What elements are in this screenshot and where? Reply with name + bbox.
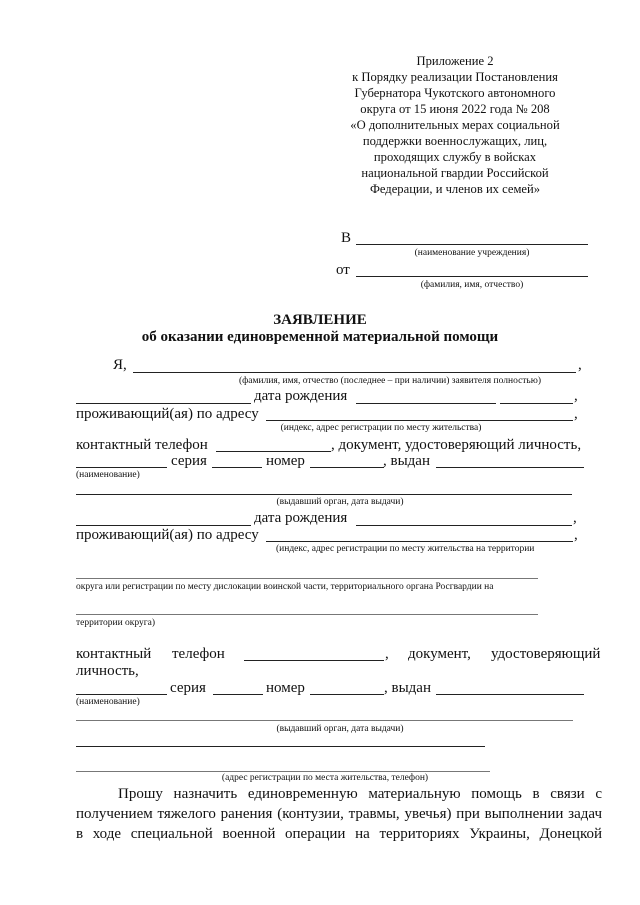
address2-field-cont2[interactable]	[76, 614, 538, 615]
comma: ,	[574, 406, 578, 422]
issuer-hint: (выдавший орган, дата выдачи)	[276, 497, 404, 507]
vydan2-field[interactable]	[436, 694, 584, 695]
vydan-field[interactable]	[436, 467, 584, 468]
appendix-line: «О дополнительных мерах социальной	[350, 118, 560, 132]
issuer2-field[interactable]	[76, 720, 573, 721]
doc2-name-field[interactable]	[76, 694, 167, 695]
comma: ,	[574, 527, 578, 543]
issuer-field[interactable]	[76, 494, 572, 495]
appendix-line: Губернатора Чукотского автономного	[354, 86, 556, 100]
title: ЗАЯВЛЕНИЕ	[273, 312, 367, 328]
recipient2-field[interactable]	[76, 525, 251, 526]
address3-field[interactable]	[76, 746, 485, 747]
dob-label: дата рождения	[254, 510, 348, 526]
document2-word: документ,	[408, 646, 471, 662]
request-line: в ходе специальной военной операции на территориях Украины, Донецкой	[76, 826, 602, 842]
from-label: от	[336, 262, 350, 278]
document2-word-2: удостоверяющий	[491, 646, 601, 662]
nomer2-field[interactable]	[310, 694, 384, 695]
applicant-name-hint: (фамилия, имя, отчество)	[420, 280, 524, 290]
address-hint: (индекс, адрес регистрации по месту жительства)	[280, 423, 482, 433]
phone-field[interactable]	[216, 451, 331, 452]
address-field[interactable]	[266, 420, 573, 421]
nomer-field[interactable]	[310, 467, 384, 468]
address2-label: проживающий(ая) по адресу	[76, 527, 259, 543]
seria-field[interactable]	[212, 467, 262, 468]
comma: ,	[385, 646, 389, 662]
comma: ,	[573, 510, 577, 526]
address3-hint: (адрес регистрации по места жительства, телефон)	[221, 773, 429, 783]
vydan-label: , выдан	[383, 453, 430, 469]
seria-label: серия	[170, 680, 206, 696]
fio-field[interactable]	[133, 372, 576, 373]
address2-hint-3: территории округа)	[76, 618, 156, 628]
institution-hint: (наименование учреждения)	[414, 248, 530, 258]
doc-name-field[interactable]	[76, 467, 167, 468]
appendix-block	[330, 53, 580, 197]
ya-label: Я,	[113, 357, 127, 373]
appendix-line: Приложение 2	[416, 54, 494, 68]
appendix-line: Федерации, и членов их семей»	[369, 182, 541, 196]
request-line: Прошу назначить единовременную материальную помощь в связи с	[118, 786, 602, 802]
institution-field[interactable]	[356, 244, 588, 245]
dob-label: дата рождения	[254, 388, 348, 404]
address2-field[interactable]	[266, 541, 573, 542]
phone2-word: телефон	[172, 646, 225, 662]
issuer2-hint: (выдавший орган, дата выдачи)	[276, 724, 404, 734]
appendix-line: округа от 15 июня 2022 года № 208	[360, 102, 550, 116]
vydan-label: , выдан	[384, 680, 431, 696]
nomer-label: номер	[266, 453, 305, 469]
dob-field-extra[interactable]	[500, 403, 573, 404]
appendix-line: поддержки военнослужащих, лиц,	[362, 134, 548, 148]
comma: ,	[578, 357, 582, 373]
doc2-name-hint: (наименование)	[76, 697, 140, 707]
request-line: получением тяжелого ранения (контузии, травмы, увечья) при выполнении задач	[76, 806, 602, 822]
document-label: , документ, удостоверяющий личность,	[331, 437, 582, 453]
address2-hint-1: (индекс, адрес регистрации по месту жительства на территории	[276, 544, 535, 554]
phone2-field[interactable]	[244, 660, 384, 661]
comma: ,	[574, 388, 578, 404]
appendix-line: к Порядку реализации Постановления	[352, 70, 558, 84]
phone2-label: контактный	[76, 646, 152, 662]
address2-field-cont[interactable]	[76, 578, 538, 579]
seria-label: серия	[171, 453, 207, 469]
phone-label: контактный телефон	[76, 437, 208, 453]
lichnost-label: личность,	[76, 663, 139, 679]
address3-field-cont[interactable]	[76, 771, 490, 772]
fio-hint: (фамилия, имя, отчество (последнее – при наличии) заявителя полностью)	[238, 376, 542, 386]
address-label: проживающий(ая) по адресу	[76, 406, 259, 422]
recipient-field[interactable]	[76, 403, 251, 404]
dob2-field[interactable]	[356, 525, 572, 526]
subtitle: об оказании единовременной материальной помощи	[141, 329, 499, 345]
to-label: В	[341, 230, 352, 246]
dob-field[interactable]	[356, 403, 496, 404]
appendix-line: национальной гвардии Российской	[361, 166, 549, 180]
nomer-label: номер	[266, 680, 305, 696]
address2-hint-2: округа или регистрации по месту дислокации воинской части, территориального органа Росгвардии на	[76, 582, 494, 592]
applicant-name-field[interactable]	[356, 276, 588, 277]
doc-name-hint: (наименование)	[76, 470, 140, 480]
seria2-field[interactable]	[213, 694, 263, 695]
appendix-line: проходящих службу в войсках	[373, 150, 537, 164]
